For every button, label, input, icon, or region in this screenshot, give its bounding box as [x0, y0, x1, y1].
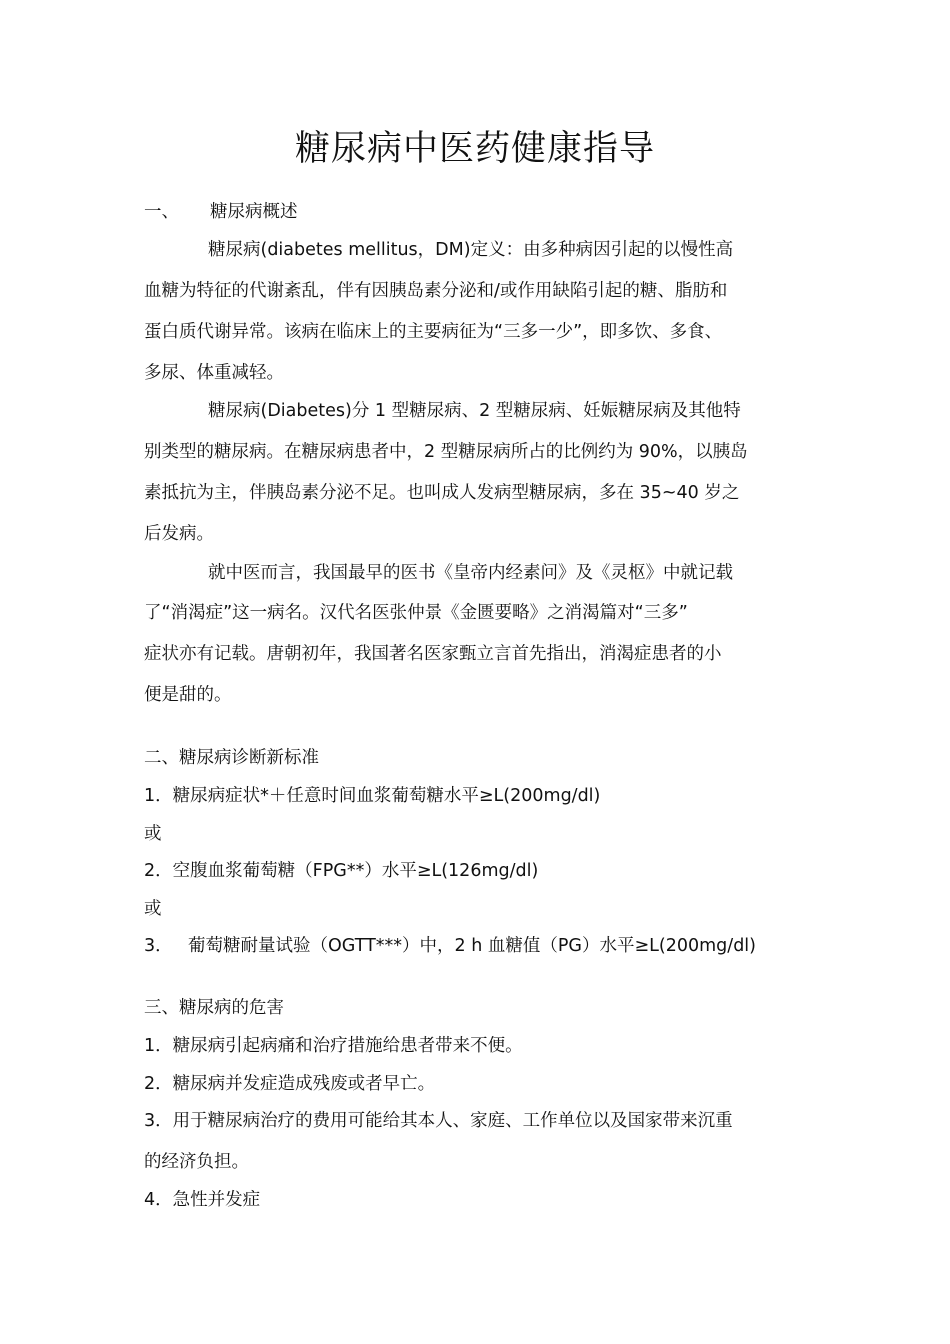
harm-item: 2．糖尿病并发症造成残废或者早亡。: [144, 1074, 436, 1094]
section-1-number: 一、: [144, 202, 179, 222]
document-title: 糖尿病中医药健康指导: [294, 129, 655, 169]
paragraph-line: 糖尿病(diabetes mellitus，DM)定义：由多种病因引起的以慢性高: [208, 240, 734, 260]
paragraph-line: 症状亦有记载。唐朝初年，我国著名医家甄立言首先指出，消渴症患者的小: [144, 644, 722, 664]
section-2-heading: 二、糖尿病诊断新标准: [144, 748, 319, 768]
harm-item: 1．糖尿病引起病痛和治疗措施给患者带来不便。: [144, 1036, 523, 1056]
criteria-item-text: 葡萄糖耐量试验（OGTT***）中，2 h 血糖值（PG）水平≥L(200mg/dl): [188, 936, 756, 956]
section-1-title: 糖尿病概述: [210, 202, 298, 222]
paragraph-line: 就中医而言，我国最早的医书《皇帝内经素问》及《灵枢》中就记载: [208, 563, 733, 583]
criteria-item: 1．糖尿病症状*＋任意时间血浆葡萄糖水平≥L(200mg/dl): [144, 786, 601, 806]
section-3-heading: 三、糖尿病的危害: [144, 998, 284, 1018]
harm-item: 3．用于糖尿病治疗的费用可能给其本人、家庭、工作单位以及国家带来沉重: [144, 1111, 733, 1131]
criteria-item: 2．空腹血浆葡萄糖（FPG**）水平≥L(126mg/dl): [144, 861, 539, 881]
paragraph-line: 糖尿病(Diabetes)分 1 型糖尿病、2 型糖尿病、妊娠糖尿病及其他特: [208, 401, 741, 421]
paragraph-line: 便是甜的。: [144, 685, 232, 705]
paragraph-line: 了“消渴症”这一病名。汉代名医张仲景《金匮要略》之消渴篇对“三多”: [144, 603, 688, 623]
criteria-connector: 或: [144, 899, 162, 919]
paragraph-line: 后发病。: [144, 524, 214, 544]
paragraph-line: 血糖为特征的代谢紊乱，伴有因胰岛素分泌和/或作用缺陷引起的糖、脂肪和: [144, 281, 728, 301]
criteria-item: [144, 934, 756, 958]
criteria-item-number: 3．: [144, 936, 173, 956]
paragraph-line: 别类型的糖尿病。在糖尿病患者中，2 型糖尿病所占的比例约为 90%，以胰岛: [144, 442, 748, 462]
section-1-heading: [144, 200, 298, 224]
paragraph-line: 蛋白质代谢异常。该病在临床上的主要病征为“三多一少”，即多饮、多食、: [144, 322, 723, 342]
paragraph-line: 多尿、体重减轻。: [144, 363, 284, 383]
harm-item-continuation: 的经济负担。: [144, 1152, 249, 1172]
harm-item: 4．急性并发症: [144, 1190, 261, 1210]
paragraph-line: 素抵抗为主，伴胰岛素分泌不足。也叫成人发病型糖尿病，多在 35~40 岁之: [144, 483, 740, 503]
criteria-connector: 或: [144, 824, 162, 844]
